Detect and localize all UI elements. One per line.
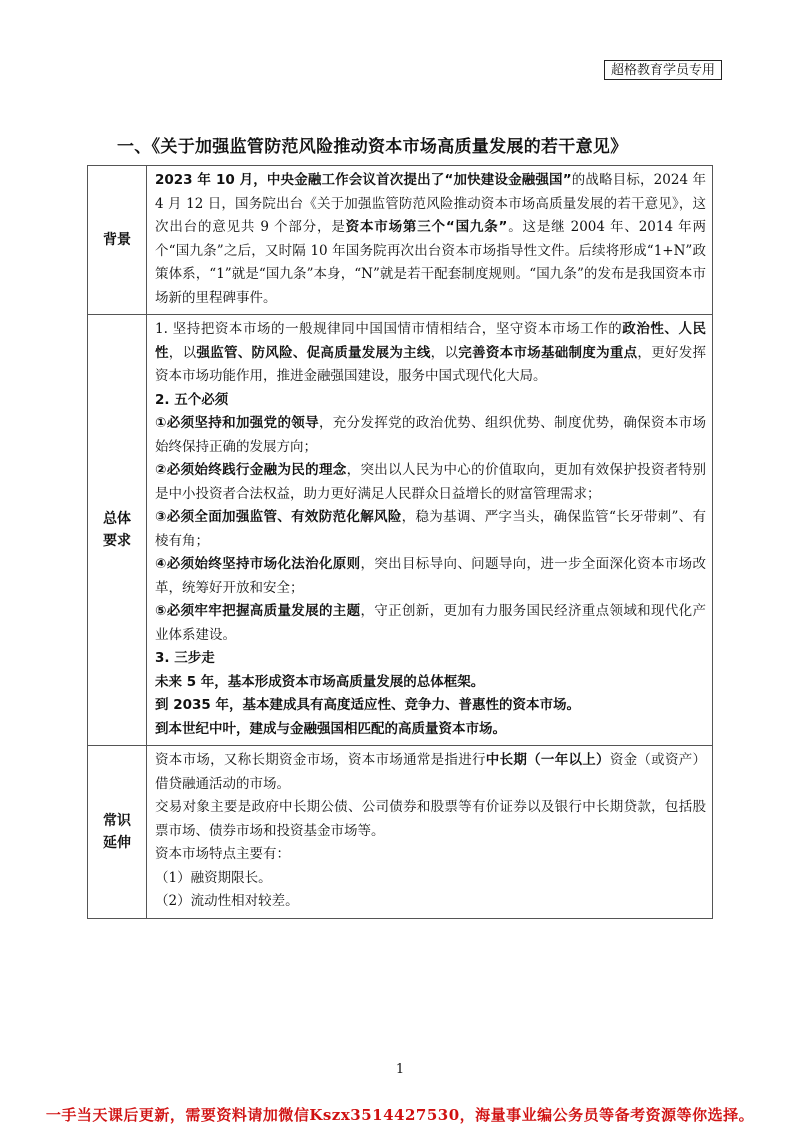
content-paragraph: [155, 718, 706, 742]
content-paragraph: [155, 412, 706, 459]
text-segment: ，充分发挥党的政治优势、组织优势、制度优势，确保资本市场始终保持正确的发展方向；: [155, 415, 706, 455]
row-label-background: 背景: [88, 166, 147, 315]
content-paragraph: [155, 671, 706, 695]
table-row-knowledge-extension: [88, 746, 713, 919]
text-segment: ，突出目标导向、问题导向，进一步全面深化资本市场改革，统筹好开放和安全；: [155, 556, 707, 596]
content-paragraph: [155, 318, 706, 389]
bold-text-segment: 3. 三步走: [155, 650, 215, 666]
text-segment: 的战略目标: [571, 172, 641, 188]
content-paragraph: [155, 506, 706, 553]
bold-text-segment: ④必须始终坚持市场化法治化原则: [155, 556, 361, 572]
footer-notice: 一手当天课后更新，需要资料请加微信Kszx3514427530，海量事业编公务员等备考资源等你选择。: [45, 1106, 755, 1124]
bold-text-segment: 2023 年 10 月，中央金融工作会议首次提出了: [155, 172, 445, 188]
content-paragraph: [155, 389, 706, 413]
row-label-overall: 总体 要求: [88, 315, 147, 746]
bold-text-segment: “加快建设金融强国”: [444, 172, 572, 188]
bold-text-segment: 未来 5 年，基本形成资本市场高质量发展的总体框架。: [155, 673, 485, 690]
text-segment: 资金（或资产）借贷融通活动的市场。: [155, 752, 707, 792]
bold-text-segment: 2. 五个必须: [155, 391, 229, 408]
text-segment: 。这是继 2004 年、2014 年两个“国九条”之后，又时隔 10 年国务院再次出台资本市场指导性文件。后续将形成“1+N”政策体系，“1”就是“国九条”本身，“N”就是若干配套制度规则。“国九条”的发布是我国资本市场新的里程碑事件。: [155, 219, 707, 306]
content-paragraph: [155, 796, 706, 843]
content-paragraph: [155, 553, 706, 600]
bold-text-segment: 政治性、人民性: [155, 321, 707, 361]
content-paragraph: [155, 749, 706, 796]
content-paragraph: [155, 890, 706, 914]
row-label-knowledge: 常识 延伸: [88, 746, 147, 919]
text-segment: ，更好发挥资本市场功能作用，推进金融强国建设，服务中国式现代化大局。: [155, 344, 707, 384]
policy-table: [87, 165, 713, 919]
knowledge-content: [147, 746, 713, 919]
text-segment: 资本市场，又称长期资金市场，资本市场通常是指进行: [155, 752, 486, 768]
exclusive-stamp: 超格教育学员专用: [604, 60, 722, 80]
text-segment: ，以: [168, 344, 197, 361]
text-segment: ，稳为基调、严字当头，确保监管“长牙带刺”、有棱有角；: [155, 509, 706, 549]
text-segment: ，以: [430, 344, 459, 361]
table-row-overall-requirements: [88, 315, 713, 746]
bold-text-segment: 资本市场第三个“国九条”: [345, 219, 508, 235]
text-segment: ，突出以人民为中心的价值取向，更加有效保护投资者特别是中小投资者合法权益，助力更好满足人民群众日益增长的财富管理需求；: [155, 462, 706, 502]
table-row-background: [88, 166, 713, 315]
bold-text-segment: 到 2035 年，基本建成具有高度适应性、竞争力、普惠性的资本市场。: [155, 697, 580, 713]
bold-text-segment: ②必须始终践行金融为民的理念: [155, 462, 347, 478]
content-paragraph: [155, 694, 706, 718]
bold-text-segment: 到本世纪中叶，建成与金融强国相匹配的高质量资本市场。: [155, 720, 506, 737]
text-segment: ，2024 年 4 月 12 日，国务院出台《关于加强监管防范风险推动资本市场高质量发展的若干意见》，这次出台的意见共 9 个部分，是: [155, 172, 706, 235]
content-paragraph: [155, 647, 706, 671]
overall-content: [147, 315, 713, 746]
bold-text-segment: ①必须坚持和加强党的领导: [155, 415, 319, 431]
background-paragraph: [155, 169, 706, 310]
bold-text-segment: ③必须全面加强监管、有效防范化解风险: [155, 509, 402, 525]
content-paragraph: [155, 843, 706, 867]
bold-text-segment: 强监管、防风险、促高质量发展为主线: [196, 344, 431, 361]
text-segment: （1）融资期限长。: [155, 869, 272, 886]
content-paragraph: [155, 600, 706, 647]
content-paragraph: [155, 459, 706, 506]
text-segment: 资本市场特点主要有：: [155, 846, 290, 862]
background-content: [147, 166, 713, 315]
bold-text-segment: 中长期（一年以上）: [485, 752, 610, 768]
text-segment: 1. 坚持把资本市场的一般规律同中国国情市情相结合，坚守资本市场工作的: [155, 321, 623, 337]
text-segment: ，守正创新，更加有力服务国民经济重点领域和现代化产业体系建设。: [155, 603, 707, 643]
section-title: 一、《关于加强监管防范风险推动资本市场高质量发展的若干意见》: [117, 137, 628, 157]
bold-text-segment: 完善资本市场基础制度为重点: [458, 344, 638, 361]
text-segment: （2）流动性相对较差。: [155, 893, 299, 909]
text-segment: 交易对象主要是政府中长期公债、公司债券和股票等有价证券以及银行中长期贷款，包括股票市场、债券市场和投资基金市场等。: [155, 799, 706, 839]
content-paragraph: [155, 867, 706, 891]
page-number: 1: [395, 1062, 405, 1077]
bold-text-segment: ⑤必须牢牢把握高质量发展的主题: [155, 603, 361, 619]
